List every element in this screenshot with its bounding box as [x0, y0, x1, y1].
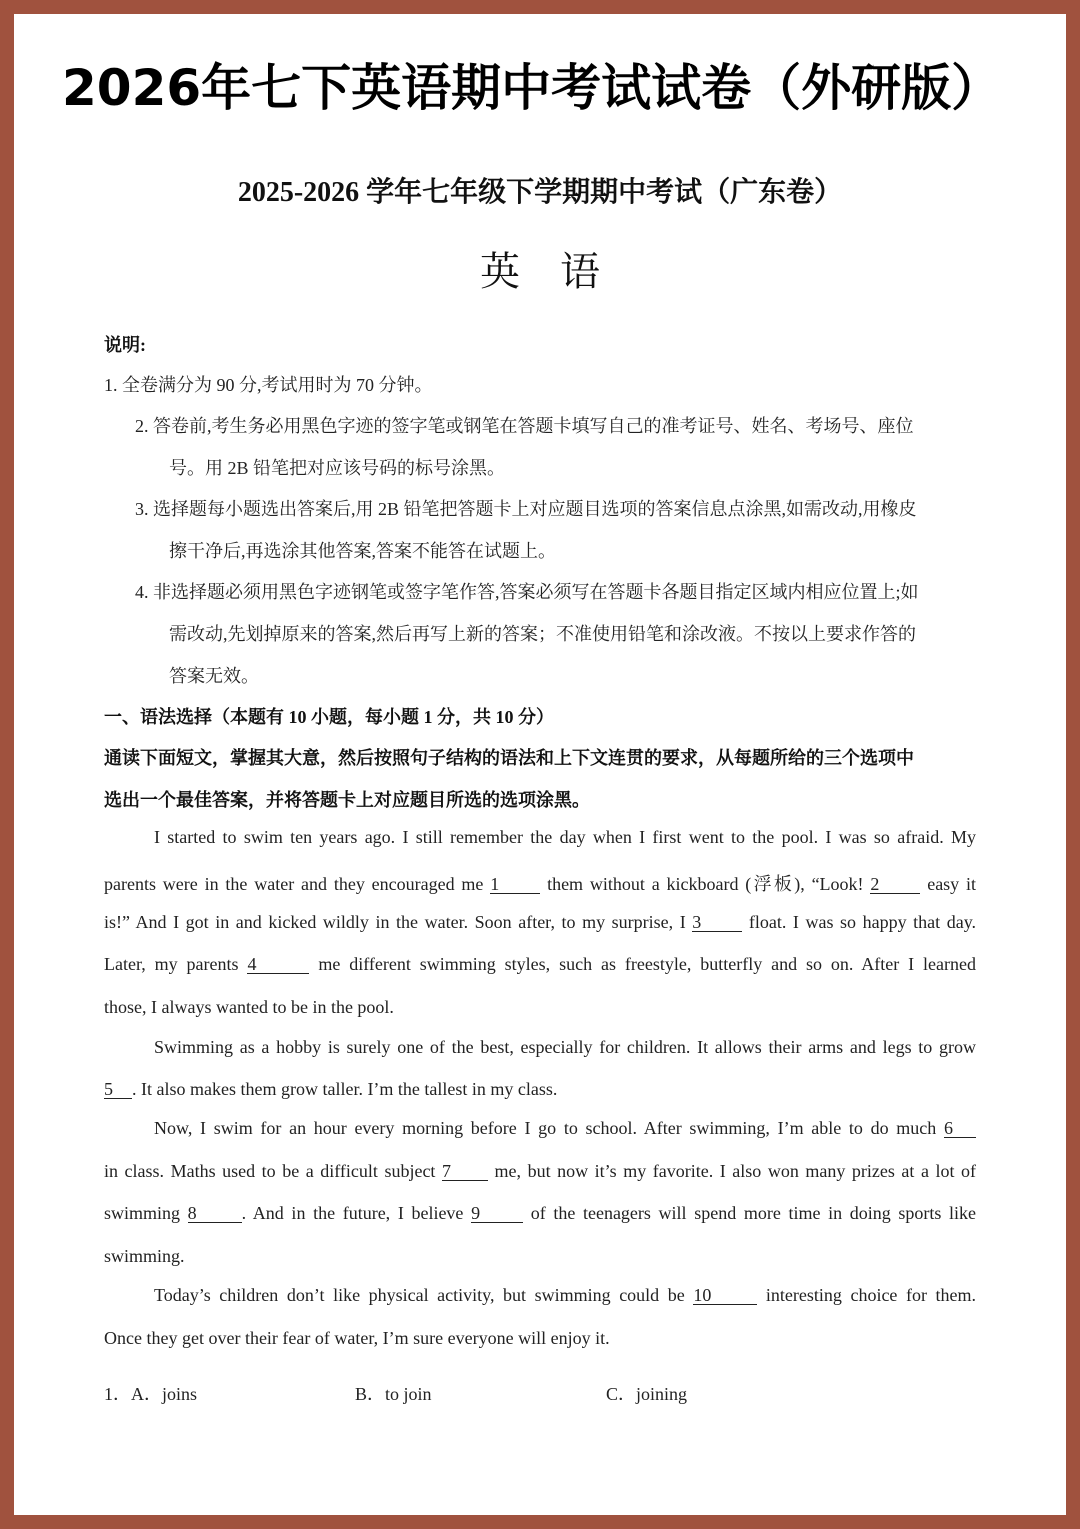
instruction-line: 答案无效。: [169, 666, 259, 686]
passage-line: Once they get over their fear of water, I’m sure everyone will enjoy it.: [104, 1328, 610, 1348]
passage-line: 5 . It also makes them grow taller. I’m the tallest in my class.: [104, 1079, 558, 1099]
section-directions: 通读下面短文，掌握其大意，然后按照句子结构的语法和上下文连贯的要求，从每题所给的三个选项中: [104, 748, 914, 768]
blank-3[interactable]: 3: [692, 913, 742, 932]
passage-line: Swimming as a hobby is surely one of the best, especially for children. It allows their arms and legs to grow: [154, 1037, 976, 1057]
question-1-option-a[interactable]: 1．A．joins: [104, 1384, 198, 1404]
passage-line: parents were in the water and they encouraged me 1 them without a kickboard (浮板), “Look! 2 easy it: [104, 874, 977, 894]
instruction-line: 号。用 2B 铅笔把对应该号码的标号涂黑。: [169, 458, 506, 478]
passage-line: those, I always wanted to be in the pool.: [104, 997, 394, 1017]
passage-line: Today’s children don’t like physical activity, but swimming could be 10 interesting choice for them.: [154, 1285, 977, 1305]
instruction-line: 3. 选择题每小题选出答案后,用 2B 铅笔把答题卡上对应题目选项的答案信息点涂黑,如需改动,用橡皮: [135, 499, 917, 519]
question-1-option-c[interactable]: C．joining: [606, 1384, 688, 1404]
exam-paper: [14, 14, 1066, 1515]
cover-title: 2026年七下英语期中考试试卷（外研版）: [62, 59, 1002, 117]
blank-8[interactable]: 8: [188, 1204, 242, 1223]
section-directions: 选出一个最佳答案，并将答题卡上对应题目所选的选项涂黑。: [104, 790, 590, 810]
exam-subtitle: 2025-2026 学年七年级下学期期中考试（广东卷）: [237, 177, 843, 208]
instruction-line: 4. 非选择题必须用黑色字迹钢笔或签字笔作答,答案必须写在答题卡各题目指定区域内相应位置上;如: [135, 582, 919, 602]
blank-9[interactable]: 9: [471, 1204, 523, 1223]
blank-10[interactable]: 10: [693, 1286, 757, 1305]
blank-5[interactable]: 5: [104, 1080, 132, 1099]
blank-1[interactable]: 1: [490, 875, 540, 894]
passage-line: I started to swim ten years ago. I still remember the day when I first went to the pool. I was so afraid. My: [154, 827, 976, 847]
instruction-line: 2. 答卷前,考生务必用黑色字迹的签字笔或钢笔在答题卡填写自己的准考证号、姓名、考场号、座位: [135, 416, 914, 436]
passage-line: in class. Maths used to be a difficult subject 7 me, but now it’s my favorite. I also won many prizes at a lot of: [104, 1161, 977, 1181]
instruction-line: 1. 全卷满分为 90 分,考试用时为 70 分钟。: [104, 375, 433, 395]
passage-line: is!” And I got in and kicked wildly in the water. Soon after, to my surprise, I 3 float. I was so happy that day.: [104, 912, 977, 932]
blank-7[interactable]: 7: [442, 1162, 488, 1181]
blank-4[interactable]: 4: [247, 955, 309, 974]
instruction-line: 擦干净后,再选涂其他答案,答案不能答在试题上。: [169, 541, 556, 561]
instruction-line: 需改动,先划掉原来的答案,然后再写上新的答案；不准使用铅笔和涂改液。不按以上要求作答的: [169, 624, 916, 644]
passage-line: swimming.: [104, 1246, 185, 1266]
passage-line: swimming 8 . And in the future, I believe 9 of the teenagers will spend more time in doing sports like: [104, 1203, 976, 1223]
instructions-heading: 说明:: [104, 335, 146, 355]
passage-line: Later, my parents 4 me different swimming styles, such as freestyle, butterfly and so on. After I learned: [104, 954, 977, 974]
blank-2[interactable]: 2: [870, 875, 920, 894]
passage-line: Now, I swim for an hour every morning before I go to school. After swimming, I’m able to do much 6: [154, 1118, 976, 1139]
section-heading: 一、语法选择（本题有 10 小题，每小题 1 分，共 10 分）: [104, 707, 554, 727]
blank-6[interactable]: 6: [944, 1119, 976, 1138]
subject-title: 英语: [480, 249, 640, 295]
question-1-option-b[interactable]: B．to join: [355, 1384, 432, 1404]
